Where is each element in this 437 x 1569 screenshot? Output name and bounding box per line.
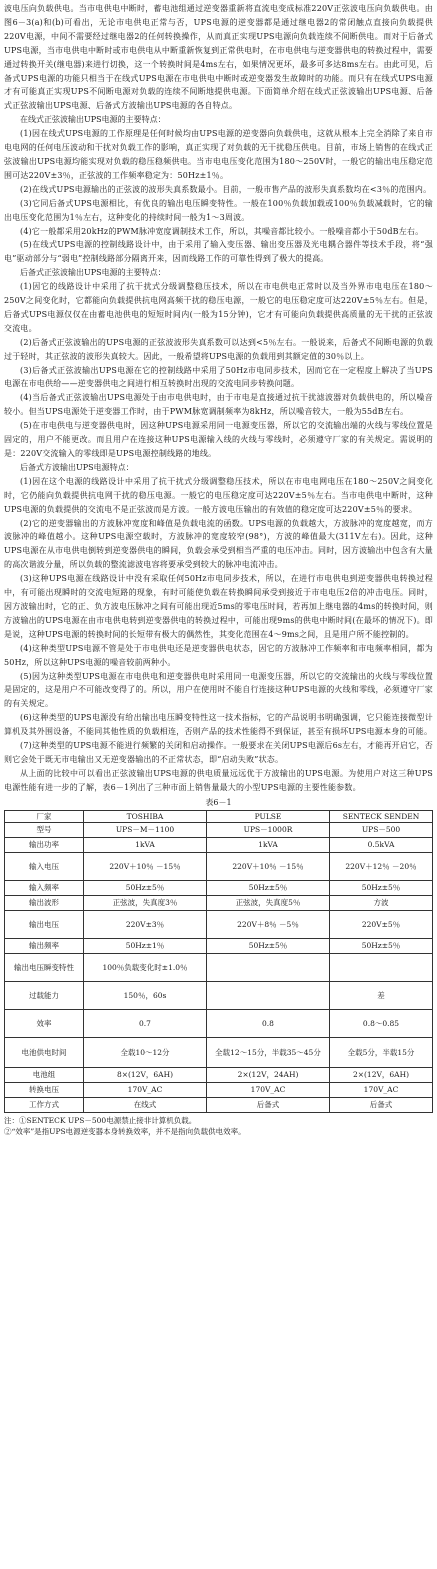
paragraph: (5)在线式UPS电源的控制线路设计中，由于采用了输入变压器、输出变压器及光电耦合器件等技术手段，将“强电”驱动部分与“弱电”控制线路部分隔离开来，因而线路工作的可靠性得到了极大的提高。: [4, 240, 433, 264]
table-cell: 0.7: [84, 1009, 207, 1037]
table-row: [5, 880, 433, 895]
table-cell: 1kVA: [84, 837, 207, 852]
table-cell: 220V＋10％ －15％: [84, 852, 207, 880]
table-row: [5, 1067, 433, 1082]
table-cell: UPS－1000R: [207, 822, 330, 837]
table-cell: 全载5分，半载15分: [330, 1037, 433, 1067]
table-cell: 全载10～12分: [84, 1037, 207, 1067]
table-cell: 220V＋8％ －5％: [207, 910, 330, 938]
table-row: [5, 1009, 433, 1037]
table-cell: 后备式: [330, 1097, 433, 1112]
table-cell: 50Hz±5％: [207, 938, 330, 953]
row-label-cell: 电池组: [5, 1067, 84, 1082]
paragraph: (5)在市电供电与逆变器供电时，因这种UPS电源采用同一电源变压器，所以它的交流输出端的火线与零线位置是固定的，用户不能更改。而且用户在连接这种UPS电源输入线的火线与零线时，必须遵守厂家的有关规定。需说明的是：220V交流输入的零线即是UPS电源控制线路的地线。: [4, 421, 433, 458]
table-notes: [4, 1115, 433, 1137]
table-row: [5, 837, 433, 852]
table-row: [5, 981, 433, 1009]
table-cell: 1kVA: [207, 837, 330, 852]
table-cell: 220V±3％: [84, 910, 207, 938]
table-row: [5, 822, 433, 837]
table-cell: 正弦波，失真度3％: [84, 895, 207, 910]
table-body: [5, 822, 433, 1112]
table-row: [5, 1082, 433, 1097]
table-row: [5, 953, 433, 981]
row-label-cell: 输入频率: [5, 880, 84, 895]
table-header-row: [5, 810, 433, 822]
table-cell: 50Hz±5％: [84, 880, 207, 895]
paragraph: (3)这种UPS电源在线路设计中没有采取任何50Hz市电同步技术，所以，在进行市电供电到逆变器供电转换过程中，有可能出现瞬时的交流电短路的现象，有时可能使负载在转换瞬间承受到接近于市电电压2倍的冲击电压。同时，因方波输出时，它的正、负方波电压脉冲之间有可能出现近5ms的零电压时间，若再加上继电器的4ms的转换时间，则方波输出的UPS电源在由市电供电转到逆变器供电的转换过程中，可能出现9ms的供电中断时间(在最坏的情况下)。即是说，这种UPS电源的转换时间的长短带有极大的偶然性，其变化范围在4～9ms之间，且是用户所不能控制的。: [4, 574, 433, 639]
paragraph: (2)后备式正弦波输出的UPS电源的正弦波波形失真系数可以达到<5％左右。一般说来，后备式不间断电源的负载过于轻时，其正弦波的波形失真较大。因此，一般希望将UPS电源的负载用到其额定值的30％以上。: [4, 337, 433, 361]
header-cell: SENTECK SENDEN: [330, 810, 433, 822]
header-cell: PULSE: [207, 810, 330, 822]
table-cell: 方波: [330, 895, 433, 910]
section-heading: 后备式方波输出UPS电源特点：: [20, 462, 134, 472]
table-cell: 150％，60s: [84, 981, 207, 1009]
table-cell: 170V_AC: [330, 1082, 433, 1097]
paragraph: (3)它同后备式UPS电源相比，有优良的输出电压瞬变特性。一般在100％负载加载或100％负载减载时，它的输出电压变化范围为1％左右，这种变化的持续时间一般为1～3周波。: [4, 198, 433, 222]
paragraph: (3)后备式正弦波输出UPS电源在它的控制线路中采用了50Hz市电同步技术，因而它在一定程度上解决了当UPS电源在市电供给——逆变器供电之间进行相互转换时出现的交流电同步转换问题。: [4, 365, 433, 389]
table-row: [5, 1037, 433, 1067]
header-cell: TOSHIBA: [84, 810, 207, 822]
paragraph: (4)当后备式正弦波输出UPS电源处于由市电供电时，由于市电是直接通过抗干扰滤波器对负载供电的，所以噪音较小。但当UPS电源处于逆变器工作时，由于PWM脉宽调制频率为8kHz，所以噪音较大，一般为55dB左右。: [4, 393, 433, 417]
paragraph: (1)因在这个电源的线路设计中采用了抗干扰式分级调整稳压技术，所以在市电电网电压在180～250V之间变化时，它仍能向负载提供抗电网干扰的稳压电源。一般它的电压稳定度可达220V±5％左右。当市电供电中断时，这种UPS电源的负载提供的交流电不是正弦波而是方波。一般方波电压输出的有效值的稳定度可达220V±5％的要求。: [4, 476, 433, 514]
row-label-cell: 输出电压瞬变特性: [5, 953, 84, 981]
header-cell: 厂家: [5, 810, 84, 822]
table-caption: 表6－1: [205, 797, 232, 807]
paragraph: 波电压向负载供电。当市电供电中断时，蓄电池组通过逆变器重新将直流电变成标准220V正弦波电压向负载供电。由图6－3(a)和(b)可看出，无论市电供电正常与否，UPS电源的逆变器都是通过继电器2的常闭触点直接向负载提供220V电源，中间不需要经过继电器2的任何转换操作，从而真正实现UPS电源向负载连续不间断供电。而对于后备式UPS电源，当市电供电中断时或市电供电从中断重新恢复到正常供电时，在市电供电与逆变器供电的转换过程中，需要通过转换开关(继电器)来进行切换，这一个转换时间是4ms左右，如果情况更坏，最多可多达8ms左右。由此可见，后备式UPS电源的功能只相当于在线式UPS电源在市电供电中断时或逆变器发生故障时的功能。而只有在线式UPS电源才有可能真正实现UPS不间断电源对负载的连续不间断地提供电源。下面简单介绍在线式正弦波输出UPS电源、后备式正弦波输出UPS电源、后备式方波输出UPS电源的各自特点。: [4, 4, 433, 111]
table-cell: 170V_AC: [84, 1082, 207, 1097]
table-cell: 0.8: [207, 1009, 330, 1037]
paragraph: 从上面的比较中可以看出正弦波输出UPS电源的供电质量远远优于方波输出的UPS电源。为使用户对这三种UPS电源性能有进一步的了解，表6－1列出了三种市面上销售量最大的小型UPS电源的主要性能参数。: [4, 768, 433, 792]
paragraph: (2)在线式UPS电源输出的正弦波的波形失真系数最小。目前，一般市售产品的波形失真系数均在<3％的范围内。: [20, 184, 432, 194]
row-label-cell: 工作方式: [5, 1097, 84, 1112]
row-label-cell: 输出波形: [5, 895, 84, 910]
body-text: [4, 2, 433, 795]
paragraph: (4)这种类型UPS电源不管是处于市电供电还是逆变器供电状态，因它的方波脉冲工作频率和市电频率相同，都为50Hz，所以这种UPS电源的噪音较前两种小。: [4, 643, 433, 667]
table-cell: 50Hz±5％: [207, 880, 330, 895]
table-cell: 正弦波，失真度5％: [207, 895, 330, 910]
row-label-cell: 过载能力: [5, 981, 84, 1009]
paragraph: (6)这种类型的UPS电源没有给出输出电压瞬变特性这一技术指标，它的产品说明书明确强调，它只能连接微型计算机及其外围设备，不能同其他性质的负载相连，否则产品的技术性能得不到保证，甚至有损坏UPS电源本身的可能。: [4, 713, 433, 737]
table-row: [5, 1097, 433, 1112]
paragraph: (4)它一般都采用20kHz的PWM脉冲宽度调制技术工作，所以，其噪音都比较小。一般噪音都小于50dB左右。: [20, 226, 424, 236]
table-row: [5, 895, 433, 910]
table-cell: 差: [330, 981, 433, 1009]
row-label-cell: 型号: [5, 822, 84, 837]
table-cell: 50Hz±5％: [330, 880, 433, 895]
row-label-cell: 输出功率: [5, 837, 84, 852]
table-cell: UPS－M－1100: [84, 822, 207, 837]
table-cell: 220V＋12％ －20％: [330, 852, 433, 880]
table-cell: 8×(12V，6AH): [84, 1067, 207, 1082]
paragraph: (2)它的逆变器输出的方波脉冲宽度和峰值是负载电流的函数。UPS电源的负载越大，方波脉冲的宽度越宽，而方波脉冲的峰值越小。这种UPS电源空载时，方波脉冲的宽度较窄(98°)，方波的峰值最大(311V左右)。因此，这种UPS电源在从市电供电倒转到逆变器供电的瞬间，负载会承受到相当严重的电压冲击。同时，因方波输出中包含有大量的高次谐波分量，所以负载的整流滤波电容将要承受到较大的脉冲电流冲击。: [4, 518, 433, 570]
table-cell: 0.8～0.85: [330, 1009, 433, 1037]
note-line: ②“效率”是指UPS电源逆变器本身转换效率，并不是指向负载供电效率。: [4, 1126, 246, 1136]
row-label-cell: 输出电压: [5, 910, 84, 938]
paragraph: (1)因在线式UPS电源的工作原理是任何时候均由UPS电源的逆变器向负载供电，这就从根本上完全消除了来自市电电网的任何电压波动和干扰对负载工作的影响，真正实现了对负载的无干扰稳压供电。目前，市场上销售的在线式正弦波输出UPS电源均能实现对负载的稳压稳频供电。当市电电压变化范围为180～250V时，一般它的输出电压稳定范围可达220V±3％，正弦波的工作频率稳定为：50Hz±1％。: [4, 129, 433, 180]
table-cell: [330, 953, 433, 981]
table-cell: 2×(12V，24AH): [207, 1067, 330, 1082]
table-row: [5, 910, 433, 938]
paragraph: (7)这种类型的UPS电源不能进行频繁的关闭和启动操作。一般要求在关闭UPS电源后6s左右，才能再开启它，否则它会处于既无市电输出又无逆变器输出的不正常状态，即“启动失败”状态。: [4, 741, 433, 764]
table-cell: 100％负载变化时±1.0％: [84, 953, 207, 981]
table-row: [5, 938, 433, 953]
table-cell: 全载12～15分，半载35～45分: [207, 1037, 330, 1067]
table-cell: UPS－500: [330, 822, 433, 837]
ups-spec-table: [4, 810, 433, 1113]
paragraph: (1)因它的线路设计中采用了抗干扰式分级调整稳压技术，所以在市电供电正常时以及当外界市电电压在180～250V之间变化时，它都能向负载提供抗电网高频干扰的稳压电源，一般它的电压稳定度可达220V±5％左右。但是，后备式UPS电源仅仅在由蓄电池供电的短短时间内(一般为15分钟)，它才有可能向负载提供高质量的无干扰的正弦波交流电。: [4, 282, 433, 333]
table-cell: 220V±5％: [330, 910, 433, 938]
table-cell: 0.5kVA: [330, 837, 433, 852]
table-cell: [207, 981, 330, 1009]
row-label-cell: 电池供电时间: [5, 1037, 84, 1067]
table-cell: [207, 953, 330, 981]
section-heading: 在线式正弦波输出UPS电源的主要特点：: [20, 115, 166, 125]
row-label-cell: 转换电压: [5, 1082, 84, 1097]
table-cell: 170V_AC: [207, 1082, 330, 1097]
row-label-cell: 输出频率: [5, 938, 84, 953]
table-row: [5, 852, 433, 880]
row-label-cell: 效率: [5, 1009, 84, 1037]
table-cell: 50Hz±5％: [330, 938, 433, 953]
table-cell: 220V＋10％ －15％: [207, 852, 330, 880]
paragraph: (5)因为这种类型UPS电源在市电供电和逆变器供电时采用同一电源变压器，所以它的交流输出的火线与零线位置是固定的，这是用户不可能改变得了的。所以，用户在使用时不能自行连接这种UPS电源的火线和零线，必须遵守厂家的有关规定。: [4, 671, 433, 709]
row-label-cell: 输入电压: [5, 852, 84, 880]
table-cell: 50Hz±1％: [84, 938, 207, 953]
table-cell: 后备式: [207, 1097, 330, 1112]
note-line: 注：①SENTECK UPS－500电源禁止接非计算机负载。: [4, 1115, 197, 1125]
section-heading: 后备式正弦波输出UPS电源的主要特点：: [20, 268, 166, 278]
table-cell: 2×(12V，6AH): [330, 1067, 433, 1082]
table-cell: 在线式: [84, 1097, 207, 1112]
